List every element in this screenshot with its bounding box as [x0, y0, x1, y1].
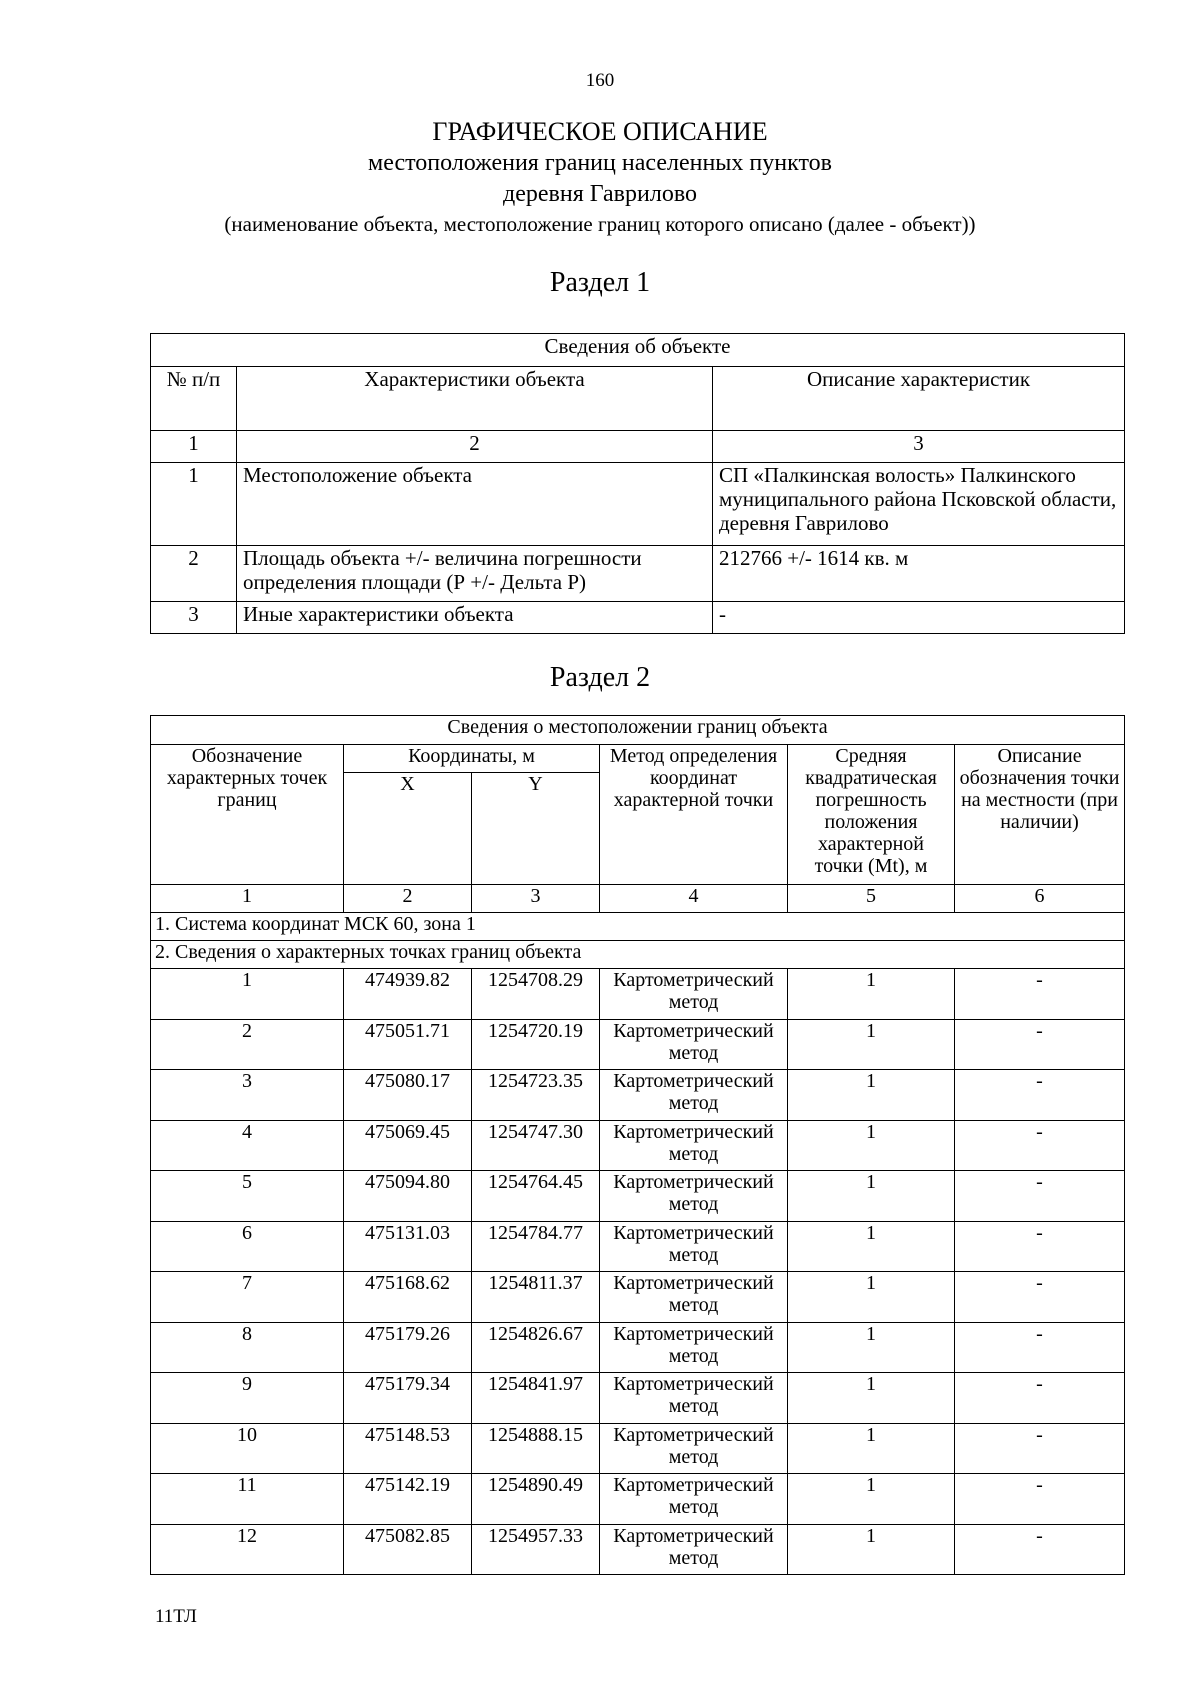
header-x: X [344, 773, 472, 885]
point-error: 1 [788, 1524, 955, 1575]
point-method: Картометрический метод [600, 1423, 788, 1474]
point-y: 1254811.37 [472, 1272, 600, 1323]
table-row [151, 602, 1125, 634]
point-y: 1254784.77 [472, 1221, 600, 1272]
table-row [151, 1171, 1125, 1222]
point-number: 5 [151, 1171, 344, 1222]
table-row [151, 1423, 1125, 1474]
point-description: - [955, 1373, 1125, 1424]
point-x: 475131.03 [344, 1221, 472, 1272]
point-method: Картометрический метод [600, 1120, 788, 1171]
point-number: 11 [151, 1474, 344, 1525]
header-error: Средняя квадратическая погрешность положения характерной точки (Mt), м [788, 745, 955, 885]
footer-code: 11ТЛ [155, 1606, 197, 1627]
header-point: Обозначение характерных точек границ [151, 745, 344, 885]
point-error: 1 [788, 1474, 955, 1525]
point-number: 8 [151, 1322, 344, 1373]
title-main: ГРАФИЧЕСКОЕ ОПИСАНИЕ [432, 117, 768, 146]
row-description: СП «Палкинская волость» Палкинского муниципального района Псковской области, деревня Гаврилово [713, 463, 1125, 546]
point-method: Картометрический метод [600, 1019, 788, 1070]
row-num: 1 [151, 463, 237, 546]
point-description: - [955, 1524, 1125, 1575]
table-row [151, 1221, 1125, 1272]
point-description: - [955, 1322, 1125, 1373]
point-y: 1254720.19 [472, 1019, 600, 1070]
point-number: 4 [151, 1120, 344, 1171]
point-y: 1254888.15 [472, 1423, 600, 1474]
table-row [151, 463, 1125, 546]
point-y: 1254747.30 [472, 1120, 600, 1171]
point-x: 475051.71 [344, 1019, 472, 1070]
title-line-2: местоположения границ населенных пунктов [368, 150, 832, 176]
point-x: 475148.53 [344, 1423, 472, 1474]
table-title: Сведения об объекте [151, 334, 1125, 367]
point-y: 1254723.35 [472, 1070, 600, 1121]
point-x: 474939.82 [344, 969, 472, 1020]
header-characteristics: Характеристики объекта [237, 367, 713, 431]
column-number: 2 [237, 431, 713, 463]
page-number: 160 [585, 70, 615, 91]
point-method: Картометрический метод [600, 1070, 788, 1121]
point-x: 475142.19 [344, 1474, 472, 1525]
row-num: 2 [151, 546, 237, 602]
header-point-description: Описание обозначения точки на местности (при наличии) [955, 745, 1125, 885]
table-row [151, 1322, 1125, 1373]
table-title: Сведения о местоположении границ объекта [151, 716, 1125, 745]
row-description: - [713, 602, 1125, 634]
point-description: - [955, 1272, 1125, 1323]
document-title [0, 116, 1200, 238]
table-row [151, 1070, 1125, 1121]
point-error: 1 [788, 969, 955, 1020]
point-method: Картометрический метод [600, 1171, 788, 1222]
point-number: 1 [151, 969, 344, 1020]
object-info-table [150, 333, 1125, 634]
point-x: 475179.26 [344, 1322, 472, 1373]
coordinate-system-row: 1. Система координат МСК 60, зона 1 [151, 913, 1125, 941]
table-row [151, 1524, 1125, 1575]
table-row [151, 1019, 1125, 1070]
point-method: Картометрический метод [600, 1221, 788, 1272]
row-characteristic: Площадь объекта +/- величина погрешности определения площади (Р +/- Дельта Р) [237, 546, 713, 602]
point-description: - [955, 1070, 1125, 1121]
points-section-row: 2. Сведения о характерных точках границ объекта [151, 941, 1125, 969]
column-number: 4 [600, 885, 788, 913]
point-x: 475094.80 [344, 1171, 472, 1222]
header-description: Описание характеристик [713, 367, 1125, 431]
point-y: 1254764.45 [472, 1171, 600, 1222]
title-note: (наименование объекта, местоположение границ которого описано (далее - объект)) [224, 212, 976, 236]
point-number: 12 [151, 1524, 344, 1575]
point-method: Картометрический метод [600, 969, 788, 1020]
point-description: - [955, 1171, 1125, 1222]
point-description: - [955, 1423, 1125, 1474]
point-number: 2 [151, 1019, 344, 1070]
column-number: 1 [151, 431, 237, 463]
point-y: 1254826.67 [472, 1322, 600, 1373]
header-num: № п/п [151, 367, 237, 431]
point-y: 1254708.29 [472, 969, 600, 1020]
point-x: 475168.62 [344, 1272, 472, 1323]
point-error: 1 [788, 1423, 955, 1474]
point-x: 475080.17 [344, 1070, 472, 1121]
table-row [151, 1474, 1125, 1525]
point-number: 6 [151, 1221, 344, 1272]
row-description: 212766 +/- 1614 кв. м [713, 546, 1125, 602]
table-row [151, 1272, 1125, 1323]
point-error: 1 [788, 1070, 955, 1121]
boundary-points-table [150, 715, 1125, 1575]
header-y: Y [472, 773, 600, 885]
header-coordinates: Координаты, м [344, 745, 600, 773]
row-characteristic: Иные характеристики объекта [237, 602, 713, 634]
column-number: 3 [472, 885, 600, 913]
point-method: Картометрический метод [600, 1272, 788, 1323]
row-characteristic: Местоположение объекта [237, 463, 713, 546]
point-method: Картометрический метод [600, 1524, 788, 1575]
column-number: 1 [151, 885, 344, 913]
point-error: 1 [788, 1272, 955, 1323]
point-error: 1 [788, 1019, 955, 1070]
point-method: Картометрический метод [600, 1474, 788, 1525]
point-number: 10 [151, 1423, 344, 1474]
point-method: Картометрический метод [600, 1322, 788, 1373]
table-row [151, 1120, 1125, 1171]
header-method: Метод определения координат характерной точки [600, 745, 788, 885]
point-description: - [955, 1474, 1125, 1525]
point-number: 7 [151, 1272, 344, 1323]
column-number: 3 [713, 431, 1125, 463]
point-number: 9 [151, 1373, 344, 1424]
table-row [151, 546, 1125, 602]
point-x: 475179.34 [344, 1373, 472, 1424]
column-number: 2 [344, 885, 472, 913]
table-row [151, 1373, 1125, 1424]
section-1-heading: Раздел 1 [549, 267, 651, 298]
points-body [151, 969, 1125, 1575]
point-error: 1 [788, 1322, 955, 1373]
point-description: - [955, 1221, 1125, 1272]
point-number: 3 [151, 1070, 344, 1121]
point-method: Картометрический метод [600, 1373, 788, 1424]
point-x: 475069.45 [344, 1120, 472, 1171]
point-error: 1 [788, 1120, 955, 1171]
point-y: 1254890.49 [472, 1474, 600, 1525]
title-line-3: деревня Гаврилово [503, 181, 697, 207]
column-number: 6 [955, 885, 1125, 913]
point-error: 1 [788, 1221, 955, 1272]
column-number: 5 [788, 885, 955, 913]
section-2-heading: Раздел 2 [549, 662, 651, 693]
point-error: 1 [788, 1373, 955, 1424]
point-description: - [955, 969, 1125, 1020]
point-x: 475082.85 [344, 1524, 472, 1575]
point-error: 1 [788, 1171, 955, 1222]
row-num: 3 [151, 602, 237, 634]
point-description: - [955, 1120, 1125, 1171]
table-row [151, 969, 1125, 1020]
point-y: 1254957.33 [472, 1524, 600, 1575]
point-y: 1254841.97 [472, 1373, 600, 1424]
point-description: - [955, 1019, 1125, 1070]
